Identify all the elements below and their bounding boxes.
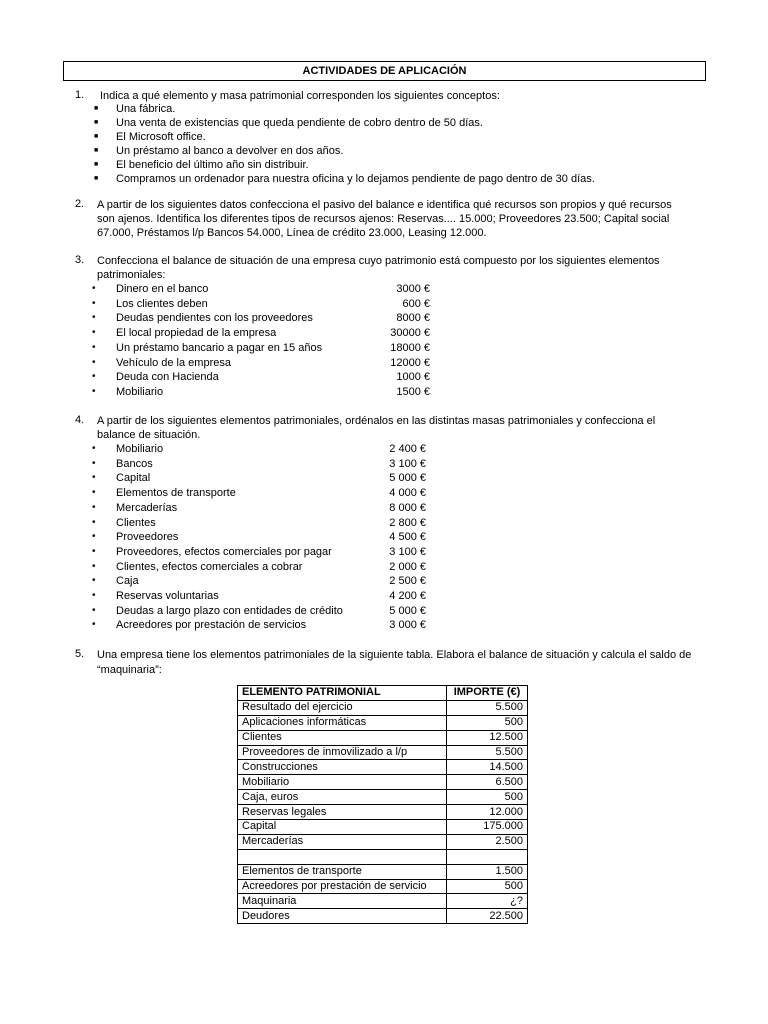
q1-item: Compramos un ordenador para nuestra oficina y lo dejamos pendiente de pago dentro de 30 días. [116,173,595,185]
amount-cell: 175.000 [447,820,528,835]
bullet-icon: • [92,590,96,601]
amount-cell: 22.500 [447,909,528,924]
q4-item-label: Reservas voluntarias [116,590,219,602]
q3-number: 3. [75,254,85,266]
q4-item-label: Proveedores, efectos comerciales por pagar [116,545,332,558]
q4-item-label: Bancos [116,457,153,470]
q4-line1: A partir de los siguientes elementos patrimoniales, ordénalos en las distintas masas patrimoniales y confecciona el [97,415,656,427]
bullet-icon: • [92,297,96,309]
amount-cell: 500 [447,790,528,805]
element-cell [238,849,447,864]
q3-item-amount: 18000 € [390,341,430,354]
q4-item-label: Capital [116,472,151,485]
element-cell: Construcciones [238,760,447,775]
table-row [238,745,528,760]
q4-item-amount: 3 100 € [389,457,426,470]
element-cell: Acreedores por prestación de servicio [238,879,447,894]
amount-cell: ¿? [447,894,528,909]
table-row [238,864,528,879]
amount-cell [447,849,528,864]
q3-line1: Confecciona el balance de situación de una empresa cuyo patrimonio está compuesto por los siguientes elementos [97,255,660,267]
column-header: ELEMENTO PATRIMONIAL [238,686,447,701]
q2-line1: A partir de los siguientes datos confecciona el pasivo del balance e identifica qué recursos son propios y qué recursos [97,199,672,211]
amount-cell: 1.500 [447,864,528,879]
bullet-icon: • [92,327,96,339]
q4-item-label: Caja [116,575,139,588]
square-bullet-icon: ■ [94,133,99,140]
table-row [238,775,528,790]
q4-item-amount: 2 400 € [389,443,426,455]
table-row [238,805,528,820]
bullet-icon: • [92,560,96,572]
element-cell: Mercaderías [238,834,447,849]
q4-item-label: Mercaderías [116,501,178,514]
bullet-icon: • [92,341,96,353]
q4-item-amount: 2 000 € [389,560,426,573]
table-row [238,820,528,835]
q3-item-label: Mobiliario [116,385,164,398]
bullet-icon: • [92,545,96,557]
element-cell: Reservas legales [238,805,447,820]
table-row [238,834,528,849]
q2-line2: son ajenos. Identifica los diferentes tipos de recursos ajenos: Reservas.... 15.000; Proveedores 23.500; Capital social [97,213,670,225]
q4-item-amount: 2 800 € [389,516,426,529]
q3-item-amount: 1500 € [396,385,430,398]
q3-item-amount: 1000 € [396,371,430,384]
amount-cell: 5.500 [447,700,528,715]
bullet-icon: • [92,443,96,454]
q3-item-label: Deuda con Hacienda [116,371,219,384]
amount-cell: 6.500 [447,775,528,790]
q1-item: El Microsoft office. [116,131,206,143]
table-row [238,715,528,730]
q4-item-amount: 5 000 € [389,604,426,617]
q4-line2: balance de situación. [97,429,201,441]
bullet-icon: • [92,619,96,631]
bullet-icon: • [92,575,96,587]
bullet-icon: • [92,283,96,294]
q2-number: 2. [75,198,85,210]
elements-table [237,685,528,924]
square-bullet-icon: ■ [94,119,99,126]
amount-cell: 14.500 [447,760,528,775]
square-bullet-icon: ■ [94,105,99,112]
page-title: ACTIVIDADES DE APLICACIÓN [63,61,706,81]
table-row [238,760,528,775]
q3-item-label: Los clientes deben [116,297,208,310]
bullet-icon: • [92,604,96,616]
table-row [238,730,528,745]
q4-item-amount: 8 000 € [389,501,426,514]
bullet-icon: • [92,371,96,383]
bullet-icon: • [92,356,96,368]
q4-item-label: Elementos de transporte [116,487,236,500]
q1-text: Indica a qué elemento y masa patrimonial corresponden los siguientes conceptos: [100,90,500,102]
q1-item: Una fábrica. [116,103,176,115]
q4-item-amount: 4 500 € [389,531,426,544]
element-cell: Aplicaciones informáticas [238,715,447,730]
amount-cell: 12.500 [447,730,528,745]
q4-item-label: Proveedores [116,531,179,544]
q5-number: 5. [75,648,85,660]
element-cell: Deudores [238,909,447,924]
q3-item-amount: 600 € [402,297,430,310]
q4-item-amount: 3 000 € [389,619,426,632]
q3-item-amount: 12000 € [390,356,430,369]
square-bullet-icon: ■ [94,147,99,154]
amount-cell: 500 [447,879,528,894]
element-cell: Clientes [238,730,447,745]
q1-item: Un préstamo al banco a devolver en dos años. [116,145,344,157]
q3-item-amount: 3000 € [396,283,430,295]
bullet-icon: • [92,472,96,484]
column-header: IMPORTE (€) [447,686,528,701]
q3-item-label: Vehículo de la empresa [116,356,231,369]
element-cell: Proveedores de inmovilizado a l/p [238,745,447,760]
q4-item-amount: 5 000 € [389,472,426,485]
q3-item-label: Dinero en el banco [116,283,209,295]
element-cell: Elementos de transporte [238,864,447,879]
q5-line2: “maquinaria”: [97,664,162,676]
q1-item: Una venta de existencias que queda pendiente de cobro dentro de 50 días. [116,117,483,129]
q3-item-label: Deudas pendientes con los proveedores [116,312,313,325]
amount-cell: 2.500 [447,834,528,849]
bullet-icon: • [92,385,96,397]
element-cell: Maquinaria [238,894,447,909]
q4-item-label: Acreedores por prestación de servicios [116,619,307,632]
bullet-icon: • [92,516,96,528]
table-header-row [238,686,528,701]
square-bullet-icon: ■ [94,161,99,168]
bullet-icon: • [92,531,96,543]
q4-number: 4. [75,414,85,426]
q2-line3: 67.000, Préstamos l/p Bancos 54.000, Línea de crédito 23.000, Leasing 12.000. [97,227,487,239]
q1-number: 1. [75,89,85,101]
q4-item-label: Clientes [116,516,156,529]
q4-item-amount: 3 100 € [389,545,426,558]
amount-cell: 500 [447,715,528,730]
element-cell: Resultado del ejercicio [238,700,447,715]
q4-item-amount: 2 500 € [389,575,426,588]
q1-item: El beneficio del último año sin distribuir. [116,159,309,171]
square-bullet-icon: ■ [94,175,99,182]
q3-item-amount: 8000 € [396,312,430,325]
q3-item-amount: 30000 € [390,327,430,340]
bullet-icon: • [92,501,96,513]
amount-cell: 5.500 [447,745,528,760]
table-row [238,700,528,715]
bullet-icon: • [92,457,96,469]
table-row [238,909,528,924]
q4-item-label: Deudas a largo plazo con entidades de crédito [116,604,343,617]
element-cell: Mobiliario [238,775,447,790]
q4-item-amount: 4 200 € [389,590,426,602]
element-cell: Capital [238,820,447,835]
q3-line2: patrimoniales: [97,269,166,281]
element-cell: Caja, euros [238,790,447,805]
table-row [238,849,528,864]
q5-line1: Una empresa tiene los elementos patrimoniales de la siguiente tabla. Elabora el balance de situación y calcula el saldo de [97,649,692,661]
amount-cell: 12.000 [447,805,528,820]
q3-item-label: El local propiedad de la empresa [116,327,277,340]
table-row [238,894,528,909]
q4-item-amount: 4 000 € [389,487,426,500]
q4-item-label: Clientes, efectos comerciales a cobrar [116,560,303,573]
q3-item-label: Un préstamo bancario a pagar en 15 años [116,341,323,354]
bullet-icon: • [92,487,96,499]
table-row [238,879,528,894]
table-row [238,790,528,805]
bullet-icon: • [92,312,96,324]
q4-item-label: Mobiliario [116,443,164,455]
